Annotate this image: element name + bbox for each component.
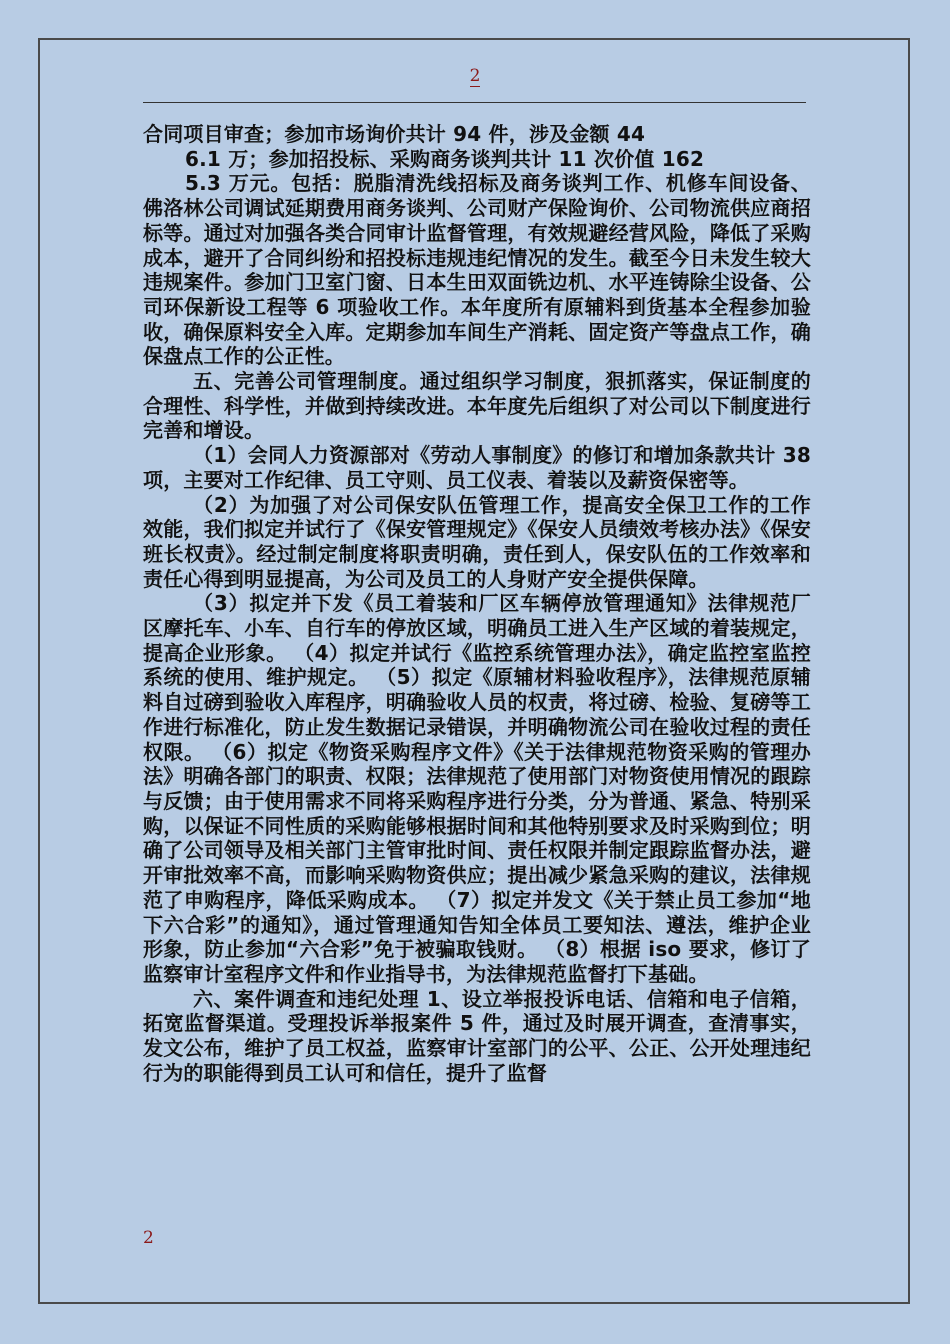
paragraph-item-2: （2）为加强了对公司保安队伍管理工作，提高安全保卫工作的工作效能，我们拟定并试行了《保安管理规定》《保安人员绩效考核办法》《保安班长权责》。经过制定制度将职责明确，责任到人，保安队伍的工作效率和责任心得到明显提高，为公司及员工的人身财产安全提供保障。 [143, 492, 811, 591]
header-rule [143, 102, 806, 103]
header-page-number: 2 [469, 66, 481, 86]
footer-page-number: 2 [143, 1228, 154, 1248]
paragraph-item-1: （1）会同人力资源部对《劳动人事制度》的修订和增加条款共计 38 项，主要对工作纪律、员工守则、员工仪表、着装以及薪资保密等。 [143, 443, 811, 492]
header-number-underline [470, 86, 480, 87]
paragraph-3: 5.3 万元。包括：脱脂清洗线招标及商务谈判工作、机修车间设备、佛洛林公司调试延期费用商务谈判、公司财产保险询价、公司物流供应商招标等。通过对加强各类合同审计监督管理，有效规避经营风险，降低了采购成本，避开了合同纠纷和招投标违规违纪情况的发生。截至今日未发生较大违规案件。参加门卫室门窗、日本生田双面铣边机、水平连铸除尘设备、公司环保新设工程等 6 项验收工作。本年度所有原辅料到货基本全程参加验收，确保原料安全入库。定期参加车间生产消耗、固定资产等盘点工作，确保盘点工作的公正性。 [143, 171, 811, 369]
paragraph-section-6: 六、案件调查和违纪处理 1、设立举报投诉电话、信箱和电子信箱，拓宽监督渠道。受理投诉举报案件 5 件，通过及时展开调查，查清事实，发文公布，维护了员工权益，监察审计室部门的公平、公正、公开处理违纪行为的职能得到员工认可和信任，提升了监督 [143, 986, 811, 1085]
paragraph-items-3-8: （3）拟定并下发《员工着装和厂区车辆停放管理通知》法律规范厂区摩托车、小车、自行车的停放区域，明确员工进入生产区域的着装规定，提高企业形象。 （4）拟定并试行《监控系统管理办法》，确定监控室监控系统的使用、维护规定。 （5）拟定《原辅材料验收程序》，法律规范原辅料自过磅到验收入库程序，明确验收人员的权责，将过磅、检验、复磅等工作进行标准化，防止发生数据记录错误，并明确物流公司在验收过程的责任权限。 （6）拟定《物资采购程序文件》《关于法律规范物资采购的管理办法》明确各部门的职责、权限；法律规范了使用部门对物资使用情况的跟踪与反馈；由于使用需求不同将采购程序进行分类，分为普通、紧急、特别采购，以保证不同性质的采购能够根据时间和其他特别要求及时采购到位；明确了公司领导及相关部门主管审批时间、责任权限并制定跟踪监督办法，避开审批效率不高，而影响采购物资供应；提出减少紧急采购的建议，法律规范了申购程序，降低采购成本。 （7）拟定并发文《关于禁止员工参加“地下六合彩”的通知》，通过管理通知告知全体员工要知法、遵法，维护企业形象，防止参加“六合彩”免于被骗取钱财。 （8）根据 iso 要求，修订了监察审计室程序文件和作业指导书，为法律规范监督打下基础。 [143, 591, 811, 986]
paragraph-1: 合同项目审查；参加市场询价共计 94 件，涉及金额 44 [143, 122, 646, 146]
paragraph-2: 6.1 万；参加招投标、采购商务谈判共计 11 次价值 162 [185, 146, 705, 171]
document-body [143, 122, 811, 1085]
paragraph-section-5: 五、完善公司管理制度。通过组织学习制度，狠抓落实，保证制度的合理性、科学性，并做到持续改进。本年度先后组织了对公司以下制度进行完善和增设。 [143, 369, 811, 443]
